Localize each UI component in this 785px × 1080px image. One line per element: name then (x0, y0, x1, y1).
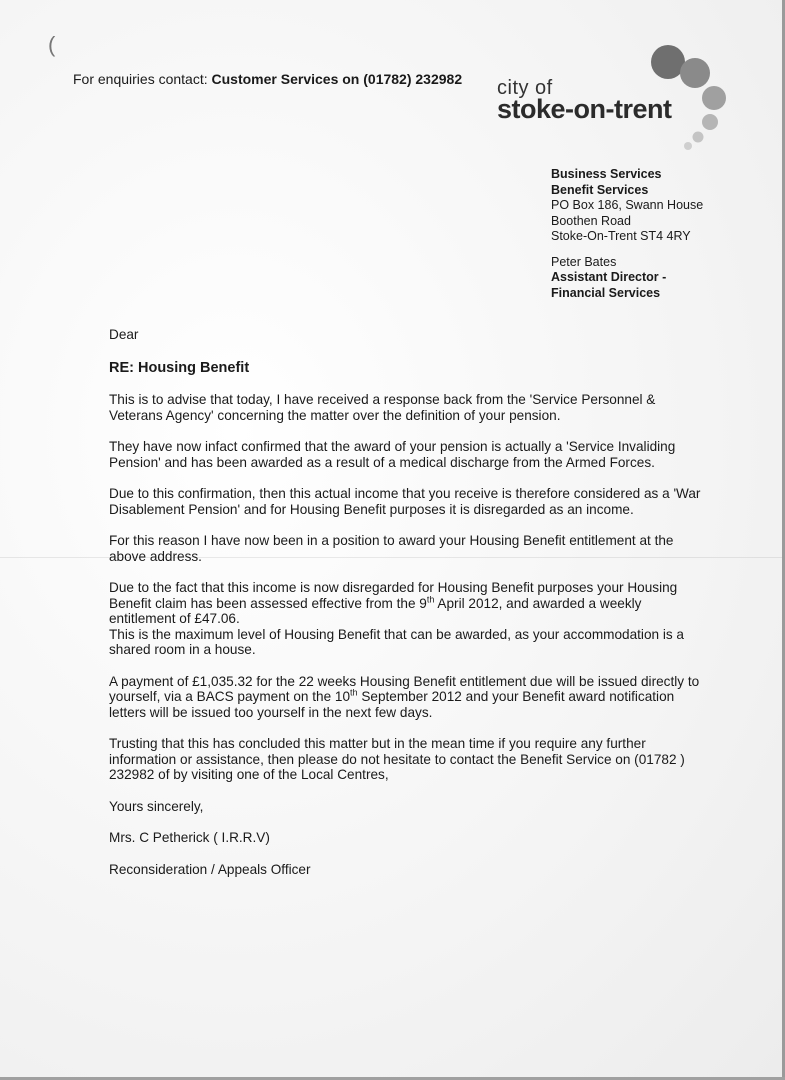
address-line1: PO Box 186, Swann House (551, 198, 704, 212)
paragraph-2: They have now infact confirmed that the award of your pension is actually a 'Service Invaliding Pension' and has been awarded as a result of a medical discharge from the Armed Forces. (109, 439, 676, 470)
address-dept2: Benefit Services (551, 182, 649, 197)
sender-address (551, 167, 703, 301)
address-dept1: Business Services (551, 167, 662, 181)
address-line3: Stoke-On-Trent ST4 4RY (551, 229, 691, 243)
council-logo-icon (640, 40, 740, 155)
p6-part-a: A payment of £1,035.32 for the 22 weeks Housing Benefit entitlement due will be issued directly to yourself, via a BACS payment on the 10 (109, 673, 700, 704)
greeting: Dear (109, 327, 139, 342)
closing: Yours sincerely, (109, 798, 204, 814)
paragraph-6 (109, 674, 704, 721)
p5-sup: th (426, 593, 435, 604)
address-title2: Financial Services (551, 285, 661, 300)
address-line2: Boothen Road (551, 213, 631, 228)
subject-heading: RE: Housing Benefit (109, 359, 250, 376)
enquiry-contact: Customer Services on (01782) 232982 (211, 71, 463, 87)
brand-city: city of (497, 77, 553, 99)
address-title1: Assistant Director - (551, 270, 667, 284)
enquiry-line (73, 71, 462, 87)
paragraph-3: Due to this confirmation, then this actual income that you receive is therefore considered as a 'War Disablement Pension' and for Housing Benefit purposes it is disregarded as an income. (109, 486, 701, 517)
paragraph-7: Trusting that this has concluded this matter but in the mean time if you require any further information or assistance, then please do not hesitate to contact the Benefit Service on (01782 ) 232982 of by visiting one of the Local Centres, (109, 736, 685, 782)
address-person: Peter Bates (551, 254, 617, 269)
p6-sup: th (350, 687, 358, 698)
letter-body (109, 327, 704, 893)
p5-part-a: Due to the fact that this income is now disregarded for Housing Benefit purposes your Housing Benefit claim has been assessed effective from the 9 (109, 580, 678, 611)
enquiry-prefix: For enquiries contact: (73, 71, 212, 87)
brand-name: stoke-on-trent (497, 94, 672, 124)
signatory: Mrs. C Petherick ( I.R.R.V) (109, 830, 270, 845)
paragraph-5 (109, 580, 704, 658)
paragraph-4: For this reason I have now been in a position to award your Housing Benefit entitlement at the above address. (109, 533, 674, 564)
scan-mark: ( (48, 32, 56, 57)
signatory-role: Reconsideration / Appeals Officer (109, 861, 311, 877)
p5-part-c: This is the maximum level of Housing Benefit that can be awarded, as your accommodation is a shared room in a house. (109, 626, 684, 657)
paragraph-1: This is to advise that today, I have received a response back from the 'Service Personnel & Veterans Agency' concerning the matter over the definition of your pension. (109, 392, 656, 423)
p6-part-b: September 2012 and your Benefit award notification letters will be issued too yourself in the next few days. (109, 689, 675, 720)
p5-part-b: April 2012, and awarded a weekly entitlement of £47.06. (109, 595, 642, 626)
